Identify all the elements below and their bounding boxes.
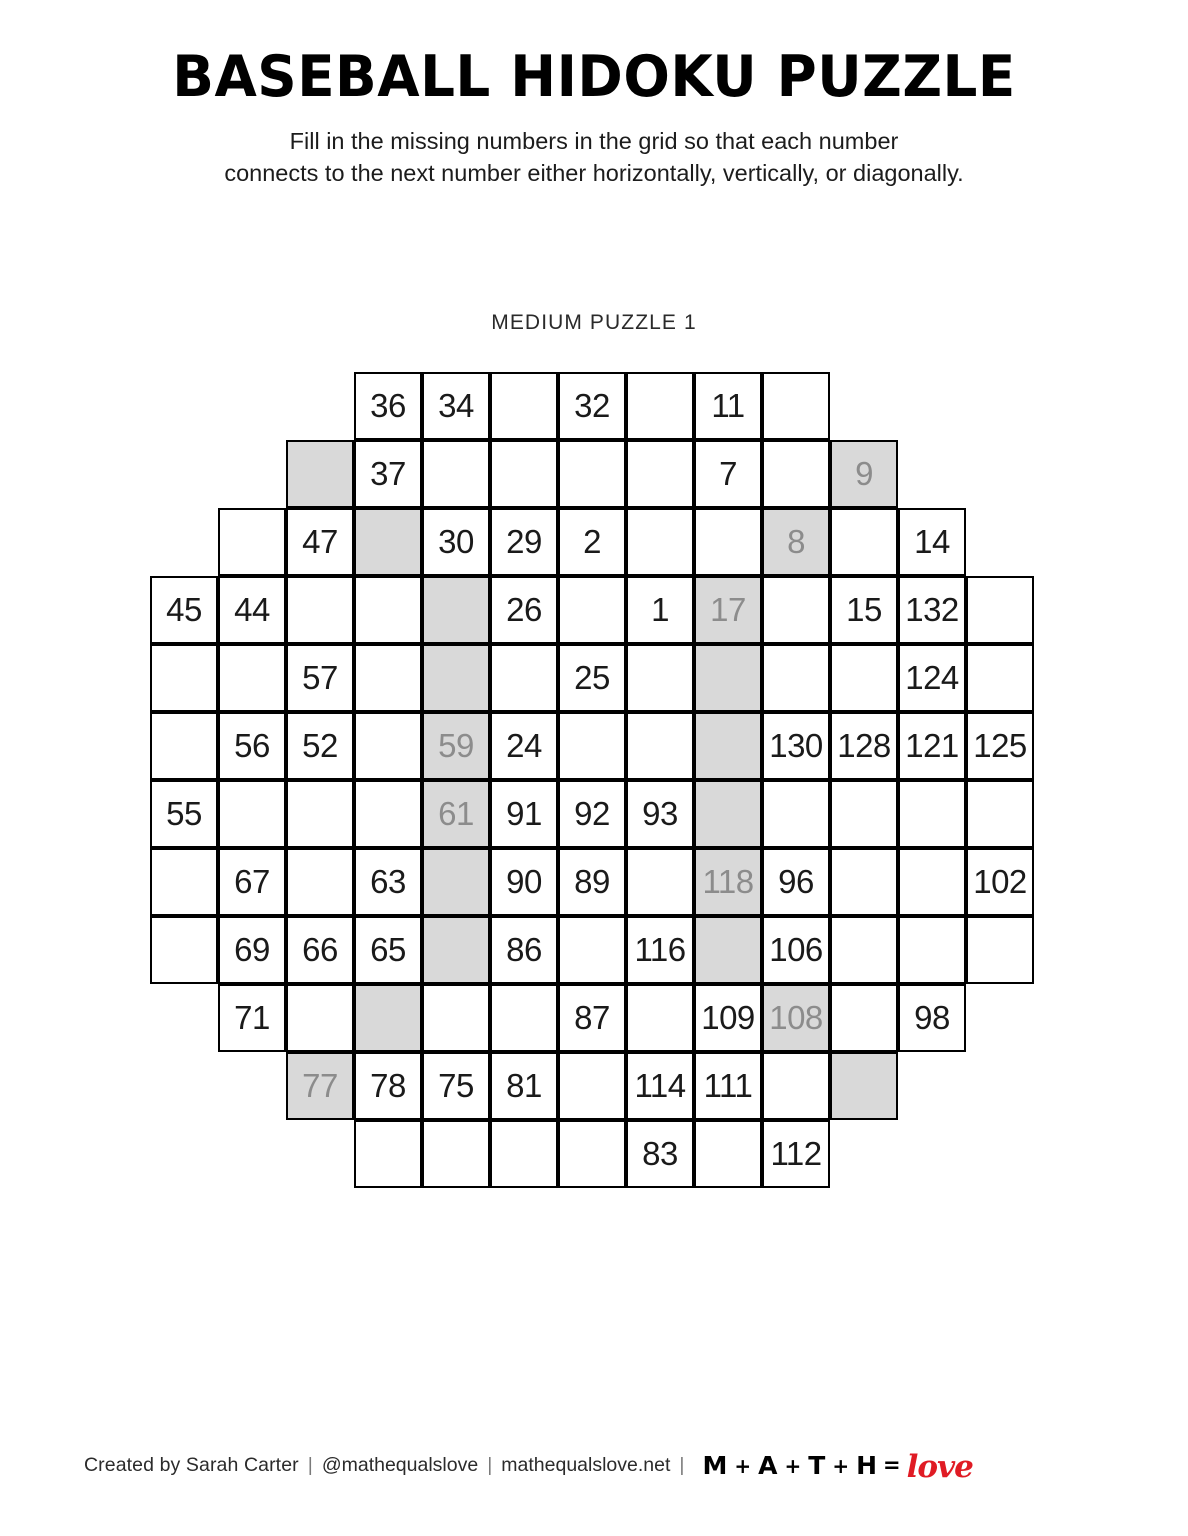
puzzle-cell-value: 93 [642,794,678,832]
puzzle-cell-value: 69 [234,930,270,968]
puzzle-cell[interactable] [490,576,558,644]
puzzle-cell[interactable] [558,1052,626,1120]
puzzle-cell[interactable] [694,644,762,712]
puzzle-cell-value: 77 [302,1066,338,1104]
puzzle-cell-value: 75 [438,1066,474,1104]
puzzle-cell[interactable] [422,712,490,780]
puzzle-cell-value: 87 [574,998,610,1036]
page-header [0,0,1188,189]
puzzle-cell[interactable] [218,576,286,644]
puzzle-cell-value: 44 [234,590,270,628]
puzzle-cell[interactable] [830,916,898,984]
puzzle-cell[interactable] [626,780,694,848]
puzzle-cell[interactable] [694,916,762,984]
puzzle-cell[interactable] [762,712,830,780]
puzzle-cell[interactable] [830,644,898,712]
puzzle-cell[interactable] [626,984,694,1052]
puzzle-cell-value: 125 [973,726,1027,764]
puzzle-cell[interactable] [830,1052,898,1120]
puzzle-cell[interactable] [898,712,966,780]
puzzle-cell[interactable] [966,712,1034,780]
puzzle-cell[interactable] [558,576,626,644]
puzzle-cell[interactable] [218,848,286,916]
puzzle-cell[interactable] [558,712,626,780]
puzzle-cell-value: 55 [166,794,202,832]
puzzle-cell[interactable] [218,712,286,780]
puzzle-cell-value: 25 [574,658,610,696]
puzzle-cell[interactable] [558,440,626,508]
puzzle-cell[interactable] [558,848,626,916]
puzzle-cell[interactable] [898,576,966,644]
puzzle-cell-value: 59 [438,726,474,764]
puzzle-cell[interactable] [898,984,966,1052]
puzzle-cell[interactable] [558,644,626,712]
puzzle-cell[interactable] [354,508,422,576]
puzzle-cell-value: 86 [506,930,542,968]
puzzle-cell[interactable] [286,712,354,780]
puzzle-cell-value: 45 [166,590,202,628]
puzzle-cell-value: 15 [846,590,882,628]
puzzle-cell[interactable] [762,780,830,848]
puzzle-grid [150,372,1034,1188]
puzzle-cell-value: 83 [642,1134,678,1172]
puzzle-cell-value: 81 [506,1066,542,1104]
puzzle-cell[interactable] [354,1052,422,1120]
puzzle-cell[interactable] [422,372,490,440]
puzzle-cell[interactable] [966,576,1034,644]
footer-website: mathequalslove.net [501,1453,671,1476]
puzzle-cell[interactable] [694,984,762,1052]
puzzle-cell[interactable] [218,780,286,848]
puzzle-cell[interactable] [558,372,626,440]
puzzle-cell-value: 17 [710,590,746,628]
puzzle-cell[interactable] [830,984,898,1052]
puzzle-cell[interactable] [354,1120,422,1188]
logo-letter-h: H [856,1450,878,1480]
puzzle-cell[interactable] [762,508,830,576]
puzzle-cell[interactable] [762,916,830,984]
puzzle-cell[interactable] [762,984,830,1052]
logo-equals-sign: = [883,1453,901,1477]
puzzle-cell[interactable] [830,712,898,780]
puzzle-cell[interactable] [286,644,354,712]
puzzle-cell[interactable] [422,576,490,644]
puzzle-cell-value: 34 [438,386,474,424]
logo-love-script: love [906,1449,973,1485]
puzzle-cell[interactable] [830,508,898,576]
puzzle-cell[interactable] [354,916,422,984]
puzzle-cell[interactable] [694,780,762,848]
puzzle-cell[interactable] [966,916,1034,984]
puzzle-cell-value: 91 [506,794,542,832]
puzzle-cell[interactable] [762,440,830,508]
logo-plus-1: + [734,1454,752,1478]
puzzle-cell[interactable] [286,1052,354,1120]
puzzle-cell[interactable] [626,916,694,984]
puzzle-cell-value: 9 [855,454,873,492]
puzzle-cell[interactable] [354,712,422,780]
puzzle-cell[interactable] [218,644,286,712]
footer-social-handle: @mathequalslove [321,1453,479,1476]
page-title: BASEBALL HIDOKU PUZZLE [172,44,1016,110]
puzzle-cell[interactable] [626,372,694,440]
puzzle-cell[interactable] [558,916,626,984]
puzzle-cell-value: 96 [778,862,814,900]
puzzle-cell[interactable] [694,372,762,440]
puzzle-cell[interactable] [694,712,762,780]
puzzle-cell[interactable] [762,1120,830,1188]
puzzle-cell[interactable] [422,440,490,508]
puzzle-cell[interactable] [490,712,558,780]
puzzle-cell[interactable] [490,848,558,916]
instructions-line-1: Fill in the missing numbers in the grid so that each number [289,127,899,154]
puzzle-cell[interactable] [354,644,422,712]
puzzle-cell-value: 98 [914,998,950,1036]
puzzle-cell[interactable] [286,984,354,1052]
puzzle-cell[interactable] [626,712,694,780]
puzzle-cell[interactable] [490,508,558,576]
puzzle-cell-value: 116 [634,930,686,968]
puzzle-cell[interactable] [558,984,626,1052]
puzzle-cell[interactable] [558,508,626,576]
puzzle-cell-value: 71 [234,998,270,1036]
puzzle-cell[interactable] [762,576,830,644]
puzzle-cell[interactable] [762,848,830,916]
puzzle-cell-value: 36 [370,386,406,424]
puzzle-cell[interactable] [286,848,354,916]
puzzle-cell-value: 89 [574,862,610,900]
puzzle-cell[interactable] [354,440,422,508]
puzzle-cell[interactable] [150,644,218,712]
puzzle-cell-value: 112 [770,1134,822,1172]
instructions-line-2: connects to the next number either horizontally, vertically, or diagonally. [224,159,964,186]
puzzle-cell-value: 124 [905,658,959,696]
logo-plus-3: + [832,1454,850,1478]
puzzle-cell[interactable] [422,984,490,1052]
puzzle-cell-value: 1 [651,590,669,628]
puzzle-cell[interactable] [286,780,354,848]
puzzle-cell[interactable] [626,508,694,576]
puzzle-cell[interactable] [150,780,218,848]
puzzle-cell[interactable] [150,576,218,644]
puzzle-cell[interactable] [218,508,286,576]
puzzle-cell[interactable] [558,780,626,848]
puzzle-cell[interactable] [490,916,558,984]
puzzle-cell[interactable] [762,1052,830,1120]
puzzle-cell[interactable] [830,780,898,848]
puzzle-cell-value: 47 [302,522,338,560]
logo-letter-a: A [758,1450,778,1480]
puzzle-cell[interactable] [490,644,558,712]
puzzle-cell[interactable] [354,780,422,848]
puzzle-cell-value: 132 [905,590,959,628]
puzzle-cell[interactable] [762,372,830,440]
puzzle-cell[interactable] [354,984,422,1052]
puzzle-cell[interactable] [286,576,354,644]
puzzle-cell-value: 67 [234,862,270,900]
footer-separator-3: | [679,1453,685,1476]
puzzle-label: MEDIUM PUZZLE 1 [491,311,697,334]
puzzle-cell-value: 106 [769,930,823,968]
puzzle-cell-value: 14 [914,522,950,560]
puzzle-cell[interactable] [694,1120,762,1188]
puzzle-cell[interactable] [218,984,286,1052]
puzzle-cell[interactable] [694,1052,762,1120]
puzzle-cell[interactable] [422,1052,490,1120]
puzzle-cell[interactable] [558,1120,626,1188]
puzzle-cell[interactable] [830,440,898,508]
puzzle-cell[interactable] [694,848,762,916]
puzzle-cell-value: 114 [634,1066,686,1104]
puzzle-cell[interactable] [694,508,762,576]
puzzle-cell-value: 90 [506,862,542,900]
puzzle-cell[interactable] [286,916,354,984]
puzzle-cell[interactable] [422,644,490,712]
puzzle-cell[interactable] [286,440,354,508]
puzzle-cell-value: 24 [506,726,542,764]
puzzle-cell-value: 78 [370,1066,406,1104]
puzzle-cell[interactable] [830,848,898,916]
puzzle-cell-value: 29 [506,522,542,560]
puzzle-cell-value: 37 [370,454,406,492]
puzzle-cell[interactable] [762,644,830,712]
puzzle-cell[interactable] [422,1120,490,1188]
puzzle-cell-value: 65 [370,930,406,968]
puzzle-cell[interactable] [490,372,558,440]
puzzle-cell[interactable] [490,984,558,1052]
puzzle-cell-value: 61 [438,794,474,832]
page-footer [84,1447,1114,1483]
puzzle-cell[interactable] [626,576,694,644]
puzzle-cell[interactable] [422,780,490,848]
puzzle-cell[interactable] [966,848,1034,916]
puzzle-cell[interactable] [966,780,1034,848]
puzzle-cell-value: 8 [787,522,805,560]
puzzle-cell[interactable] [898,916,966,984]
puzzle-cell[interactable] [626,1052,694,1120]
puzzle-cell[interactable] [490,780,558,848]
puzzle-cell-value: 63 [370,862,406,900]
puzzle-cell-value: 109 [701,998,755,1036]
logo-letter-t: T [808,1450,826,1480]
puzzle-cell[interactable] [422,848,490,916]
puzzle-cell-value: 108 [769,998,823,1036]
puzzle-cell[interactable] [490,1120,558,1188]
instructions [164,126,1024,189]
puzzle-cell[interactable] [694,576,762,644]
math-equals-love-logo [701,1447,972,1483]
puzzle-cell-value: 118 [702,862,754,900]
puzzle-cell[interactable] [830,576,898,644]
puzzle-cell[interactable] [898,848,966,916]
puzzle-cell-value: 56 [234,726,270,764]
puzzle-cell[interactable] [354,372,422,440]
puzzle-cell[interactable] [490,1052,558,1120]
puzzle-cell-value: 130 [769,726,823,764]
puzzle-cell-value: 121 [905,726,959,764]
puzzle-cell-value: 26 [506,590,542,628]
puzzle-cell[interactable] [150,848,218,916]
puzzle-cell[interactable] [218,916,286,984]
puzzle-cell[interactable] [626,1120,694,1188]
puzzle-cell[interactable] [422,916,490,984]
puzzle-cell[interactable] [150,712,218,780]
puzzle-cell[interactable] [626,848,694,916]
puzzle-cell-value: 128 [837,726,891,764]
footer-separator-1: | [307,1453,313,1476]
puzzle-cell-value: 92 [574,794,610,832]
puzzle-cell[interactable] [490,440,558,508]
puzzle-cell-value: 32 [574,386,610,424]
puzzle-cell[interactable] [898,780,966,848]
puzzle-cell[interactable] [966,644,1034,712]
puzzle-cell[interactable] [898,644,966,712]
puzzle-cell[interactable] [354,576,422,644]
puzzle-cell[interactable] [694,440,762,508]
puzzle-cell[interactable] [626,440,694,508]
puzzle-cell-value: 2 [583,522,601,560]
puzzle-cell-value: 111 [703,1066,753,1104]
puzzle-cell-value: 57 [302,658,338,696]
puzzle-cell[interactable] [422,508,490,576]
puzzle-cell[interactable] [354,848,422,916]
footer-credit: Created by Sarah Carter [84,1453,299,1476]
footer-separator-2: | [487,1453,493,1476]
puzzle-cell-value: 11 [711,386,745,424]
puzzle-cell-value: 7 [719,454,737,492]
logo-letter-m: M [702,1450,728,1480]
puzzle-cell[interactable] [626,644,694,712]
puzzle-cell-value: 102 [973,862,1027,900]
puzzle-cell-value: 52 [302,726,338,764]
puzzle-cell[interactable] [898,508,966,576]
puzzle-cell[interactable] [286,508,354,576]
puzzle-cell[interactable] [150,916,218,984]
puzzle-cell-value: 30 [438,522,474,560]
puzzle-cell-value: 66 [302,930,338,968]
logo-plus-2: + [784,1454,802,1478]
